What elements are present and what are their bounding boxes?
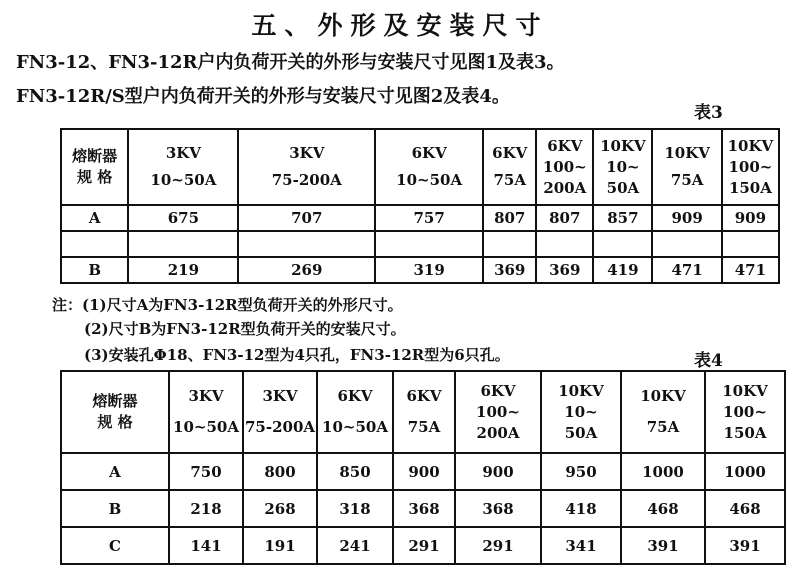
table-cell: 291 (393, 527, 455, 564)
table3-row-a (61, 205, 779, 231)
table-cell: 269 (238, 257, 375, 283)
table3-col-header: 10KV 100~ 150A (722, 129, 779, 205)
table-cell: 141 (169, 527, 243, 564)
table-cell: 369 (483, 257, 536, 283)
row-label: A (61, 453, 169, 490)
table4-col-header: 10KV 100~ 150A (705, 371, 785, 453)
table-cell: 418 (541, 490, 621, 527)
table-cell: 391 (705, 527, 785, 564)
table-cell: 291 (455, 527, 541, 564)
table4-row-b (61, 490, 785, 527)
table-cell: 341 (541, 527, 621, 564)
table4-header-row (61, 371, 785, 453)
table4-col-header: 10KV 10~ 50A (541, 371, 621, 453)
table-cell: 419 (593, 257, 652, 283)
table-cell (238, 231, 375, 257)
table3-col-header: 6KV 75A (483, 129, 536, 205)
row-label: A (61, 205, 128, 231)
table4-caption: 表4 (694, 351, 723, 371)
table-cell: 468 (705, 490, 785, 527)
table-cell: 850 (317, 453, 393, 490)
note-3: (3)安装孔Φ18、FN3-12型为4只孔，FN3-12R型为6只孔。 (84, 346, 510, 364)
table-cell: 1000 (621, 453, 705, 490)
table4-col-header: 6KV 100~ 200A (455, 371, 541, 453)
row-label: B (61, 490, 169, 527)
table-cell (375, 231, 483, 257)
table4-col-header: 6KV 10~50A (317, 371, 393, 453)
table3-col-header: 10KV 75A (652, 129, 721, 205)
table3-col-header: 3KV 75-200A (238, 129, 375, 205)
table-cell (593, 231, 652, 257)
table-cell: 807 (483, 205, 536, 231)
table3-row-empty (61, 231, 779, 257)
table-cell: 950 (541, 453, 621, 490)
table3-col-header: 3KV 10~50A (128, 129, 238, 205)
table-cell (722, 231, 779, 257)
table3-caption: 表3 (694, 103, 723, 123)
table-cell (536, 231, 593, 257)
row-label: B (61, 257, 128, 283)
intro-line-1: FN3-12、FN3-12R户内负荷开关的外形与安装尺寸见图1及表3。 (16, 52, 565, 73)
table3 (60, 128, 780, 284)
table-cell: 900 (455, 453, 541, 490)
table-cell: 757 (375, 205, 483, 231)
table-cell: 471 (652, 257, 721, 283)
row-label (61, 231, 128, 257)
table-cell: 191 (243, 527, 317, 564)
table-cell: 800 (243, 453, 317, 490)
table-cell (483, 231, 536, 257)
table-cell: 241 (317, 527, 393, 564)
table3-header-label: 熔断器 规 格 (61, 129, 128, 205)
table3-col-header: 6KV 100~ 200A (536, 129, 593, 205)
table-cell: 368 (393, 490, 455, 527)
table-cell: 707 (238, 205, 375, 231)
table-cell: 368 (455, 490, 541, 527)
table4-header-label: 熔断器 规 格 (61, 371, 169, 453)
table4-row-a (61, 453, 785, 490)
table-cell: 318 (317, 490, 393, 527)
table3-header-row (61, 129, 779, 205)
table-cell: 900 (393, 453, 455, 490)
table4-row-c (61, 527, 785, 564)
page-title: 五、外形及安装尺寸 (251, 11, 549, 40)
table-cell: 750 (169, 453, 243, 490)
row-label: C (61, 527, 169, 564)
table-cell (128, 231, 238, 257)
table-cell: 1000 (705, 453, 785, 490)
table3-col-header: 6KV 10~50A (375, 129, 483, 205)
table3-row-b (61, 257, 779, 283)
table-cell: 909 (722, 205, 779, 231)
table-cell: 675 (128, 205, 238, 231)
note-2: (2)尺寸B为FN3-12R型负荷开关的安装尺寸。 (84, 320, 406, 338)
table3-col-header: 10KV 10~ 50A (593, 129, 652, 205)
table-cell: 391 (621, 527, 705, 564)
table-cell: 219 (128, 257, 238, 283)
table-cell: 909 (652, 205, 721, 231)
table-cell: 369 (536, 257, 593, 283)
table-cell: 268 (243, 490, 317, 527)
table-cell: 471 (722, 257, 779, 283)
table4 (60, 370, 786, 565)
table4-col-header: 3KV 10~50A (169, 371, 243, 453)
table4-col-header: 3KV 75-200A (243, 371, 317, 453)
table-cell: 857 (593, 205, 652, 231)
intro-line-2: FN3-12R/S型户内负荷开关的外形与安装尺寸见图2及表4。 (16, 86, 510, 107)
table4-col-header: 6KV 75A (393, 371, 455, 453)
table-cell: 807 (536, 205, 593, 231)
table4-col-header: 10KV 75A (621, 371, 705, 453)
table-cell (652, 231, 721, 257)
note-1: 注：(1)尺寸A为FN3-12R型负荷开关的外形尺寸。 (52, 296, 403, 314)
table-cell: 319 (375, 257, 483, 283)
table-cell: 468 (621, 490, 705, 527)
table-cell: 218 (169, 490, 243, 527)
